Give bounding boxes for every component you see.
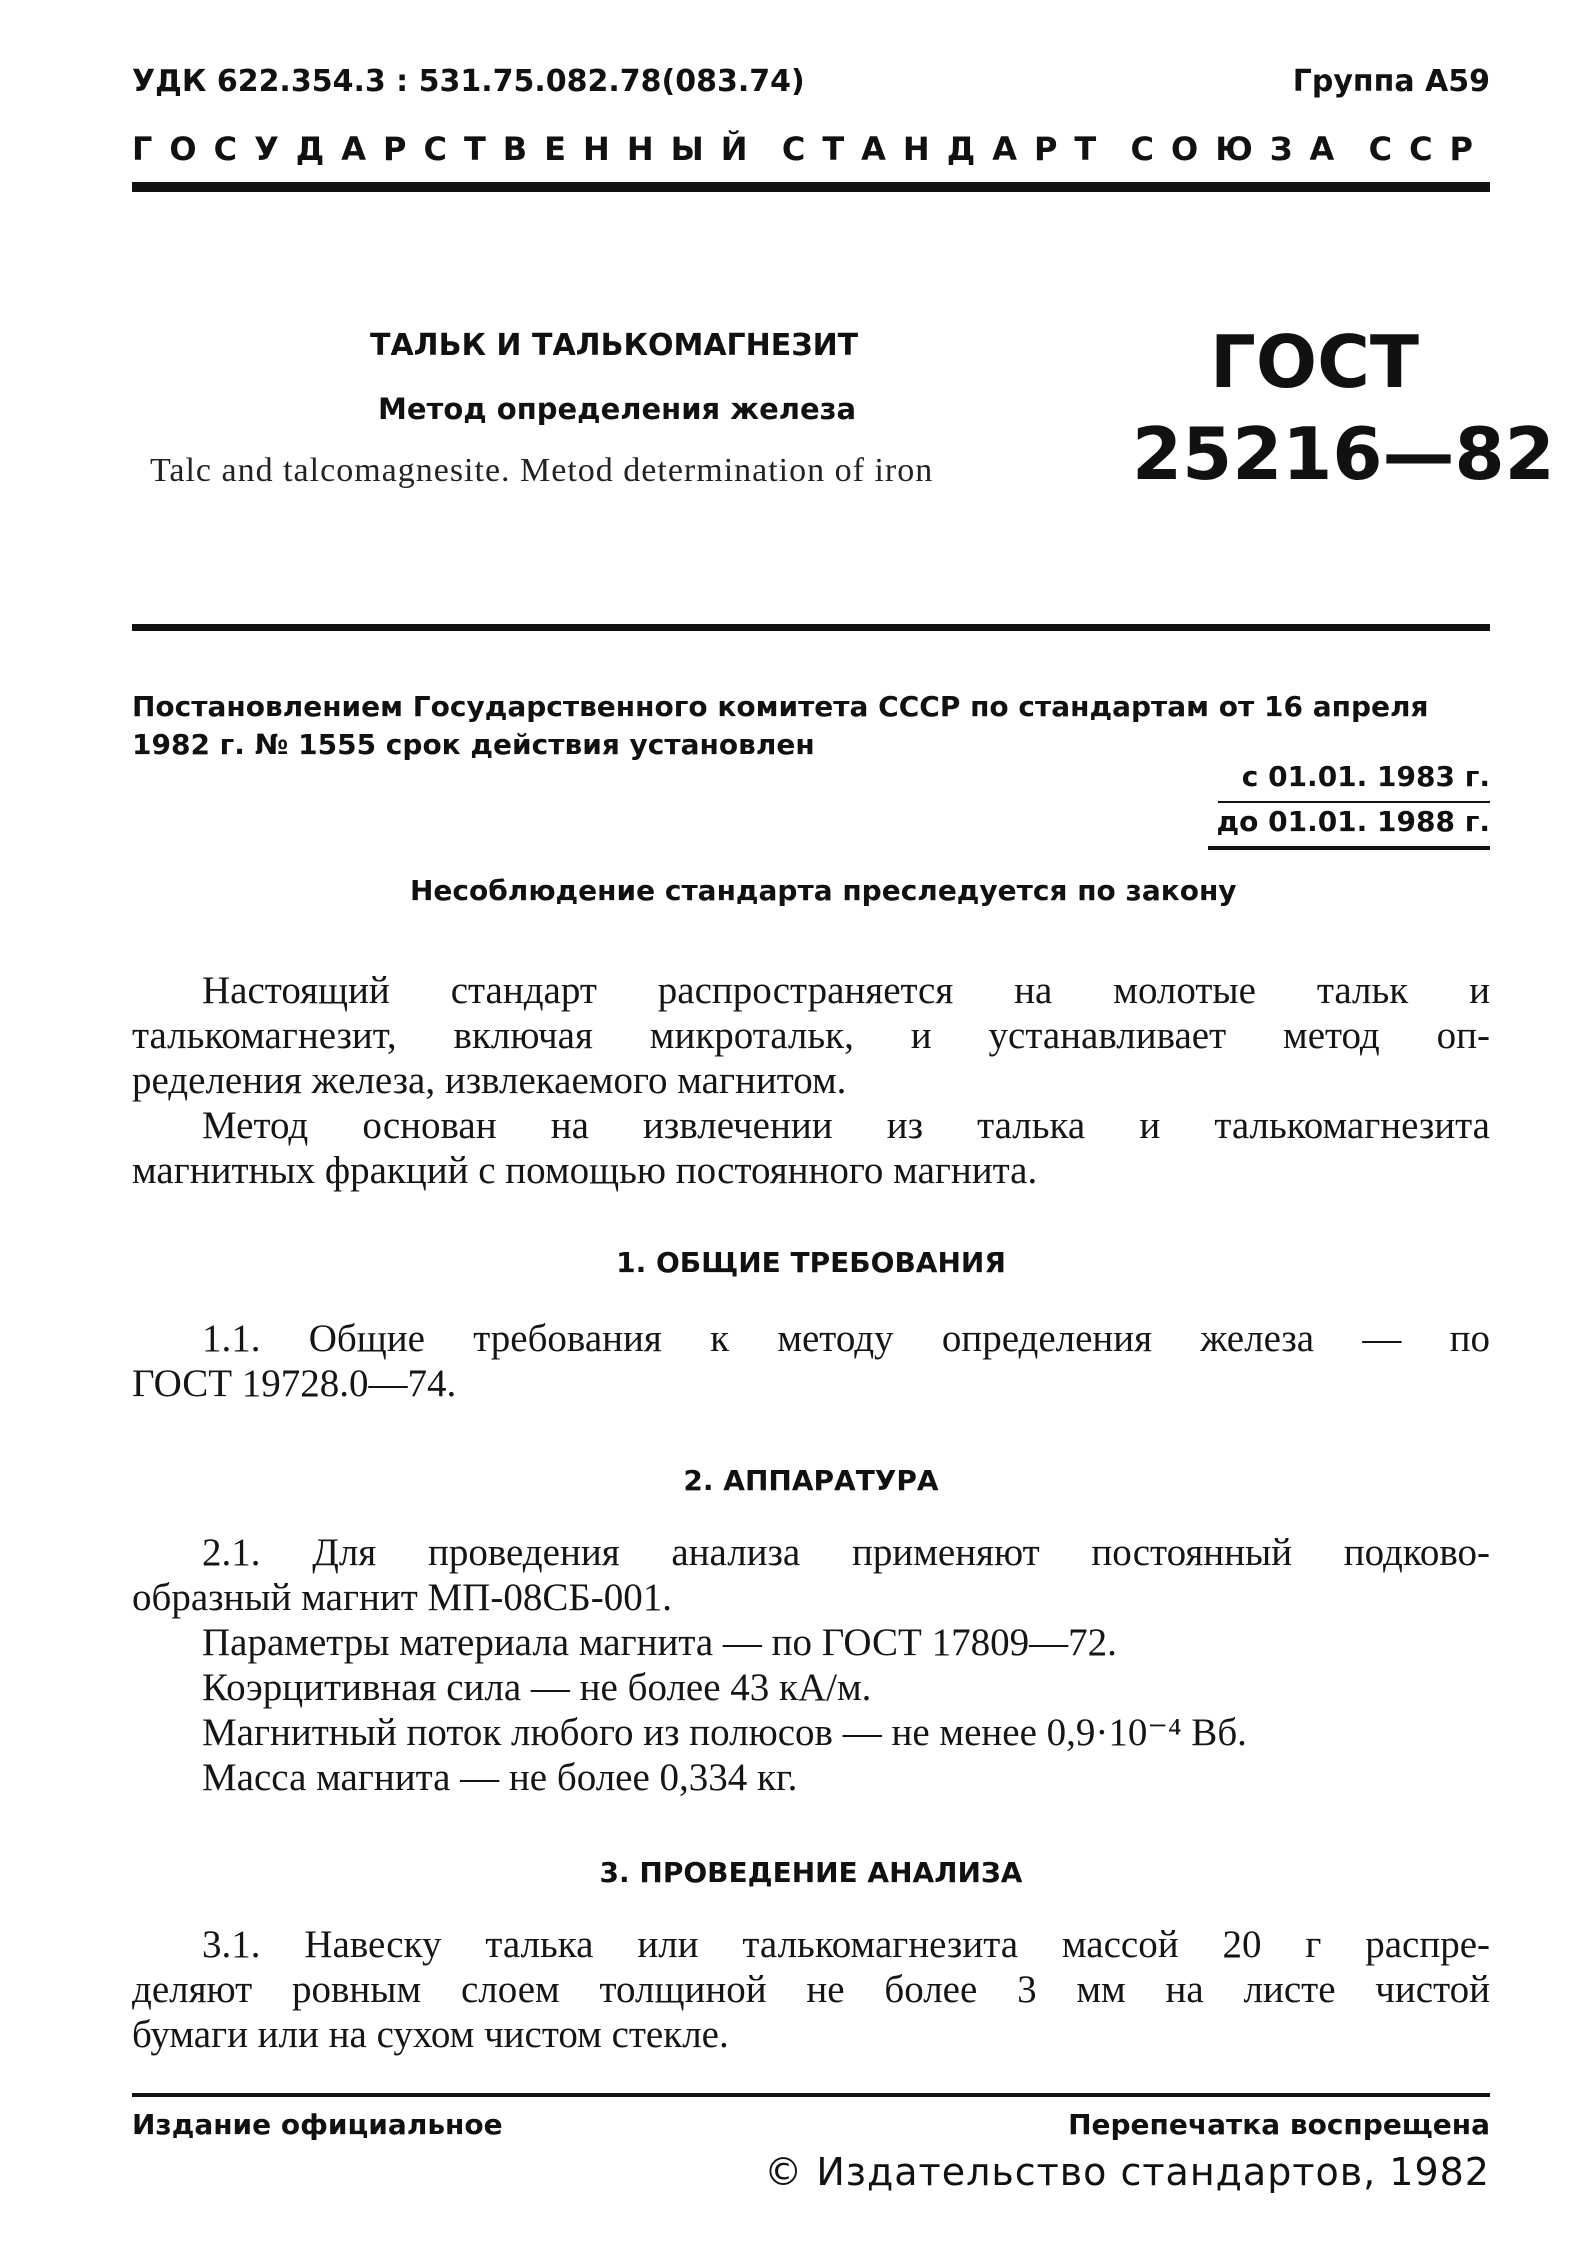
gost-label: ГОСТ xyxy=(1210,320,1420,404)
header-rule xyxy=(132,182,1490,192)
document-subtitle: Метод определения железа xyxy=(378,392,857,426)
text-line: Параметры материала магнита — по ГОСТ 17809—72. xyxy=(202,1621,1117,1664)
valid-to: до 01.01. 1988 г. xyxy=(1216,805,1490,838)
valid-from-underline xyxy=(1218,801,1490,803)
decree-line: Постановлением Государственного комитета СССР по стандартам от 16 апреля xyxy=(132,690,1429,723)
text-line: ределения железа, извлекаемого магнитом. xyxy=(132,1059,847,1102)
decree-line: 1982 г. № 1555 срок действия установлен xyxy=(132,728,815,761)
section-heading: 1. ОБЩИЕ ТРЕБОВАНИЯ xyxy=(616,1246,1006,1279)
gost-number: 25216—82 xyxy=(1132,412,1555,496)
section3-paragraph xyxy=(132,1922,1490,2057)
official-edition: Издание официальное xyxy=(132,2108,503,2141)
section2-paragraph xyxy=(132,1530,1490,1800)
text-line: 2.1. Для проведения анализа применяют постоянный подково- xyxy=(202,1531,1490,1574)
banner-word: ГОСУДАРСТВЕННЫЙ xyxy=(132,130,765,168)
document-title: ТАЛЬК И ТАЛЬКОМАГНЕЗИТ xyxy=(370,328,859,363)
banner-word: СОЮЗА xyxy=(1130,130,1352,168)
text-line: Магнитный поток любого из полюсов — не менее 0,9·10⁻⁴ Вб. xyxy=(202,1711,1247,1754)
text-line: деляют ровным слоем толщиной не более 3 мм на листе чистой xyxy=(132,1968,1490,2011)
legal-warning: Несоблюдение стандарта преследуется по закону xyxy=(410,874,1237,907)
text-line: образный магнит МП-08СБ-001. xyxy=(132,1576,672,1619)
text-line: 1.1. Общие требования к методу определения железа — по xyxy=(202,1317,1490,1360)
text-line: Настоящий стандарт распространяется на молотые тальк и xyxy=(202,969,1490,1012)
footer-rule xyxy=(132,2093,1490,2097)
reprint-notice: Перепечатка воспрещена xyxy=(1068,2108,1490,2141)
text-line: Коэрцитивная сила — не более 43 кА/м. xyxy=(202,1666,872,1709)
section1-paragraph xyxy=(132,1316,1490,1406)
text-line: магнитных фракций с помощью постоянного магнита. xyxy=(132,1149,1038,1192)
section-heading: 2. АППАРАТУРА xyxy=(683,1464,939,1497)
valid-to-underline xyxy=(1208,846,1490,850)
text-line: Масса магнита — не более 0,334 кг. xyxy=(202,1756,798,1799)
udk-code: УДК 622.354.3 : 531.75.082.78(083.74) xyxy=(132,64,805,99)
state-standard-banner xyxy=(132,130,1490,168)
title-rule xyxy=(132,624,1490,631)
intro-paragraph xyxy=(132,968,1490,1193)
text-line: ГОСТ 19728.0—74. xyxy=(132,1362,457,1405)
text-line: 3.1. Навеску талька или талькомагнезита массой 20 г распре- xyxy=(202,1923,1490,1966)
banner-word: ССР xyxy=(1368,130,1490,168)
english-title: Talc and talcomagnesite. Metod determination of iron xyxy=(150,452,934,489)
text-line: талькомагнезит, включая микротальк, и устанавливает метод оп- xyxy=(132,1014,1490,1057)
text-line: бумаги или на сухом чистом стекле. xyxy=(132,2013,729,2056)
group-code: Группа А59 xyxy=(1292,64,1490,99)
banner-word: СТАНДАРТ xyxy=(781,130,1114,168)
copyright: © Издательство стандартов, 1982 xyxy=(764,2150,1490,2194)
text-line: Метод основан на извлечении из талька и талькомагнезита xyxy=(202,1104,1490,1147)
section-heading: 3. ПРОВЕДЕНИЕ АНАЛИЗА xyxy=(599,1856,1023,1889)
valid-from: с 01.01. 1983 г. xyxy=(1241,760,1490,793)
